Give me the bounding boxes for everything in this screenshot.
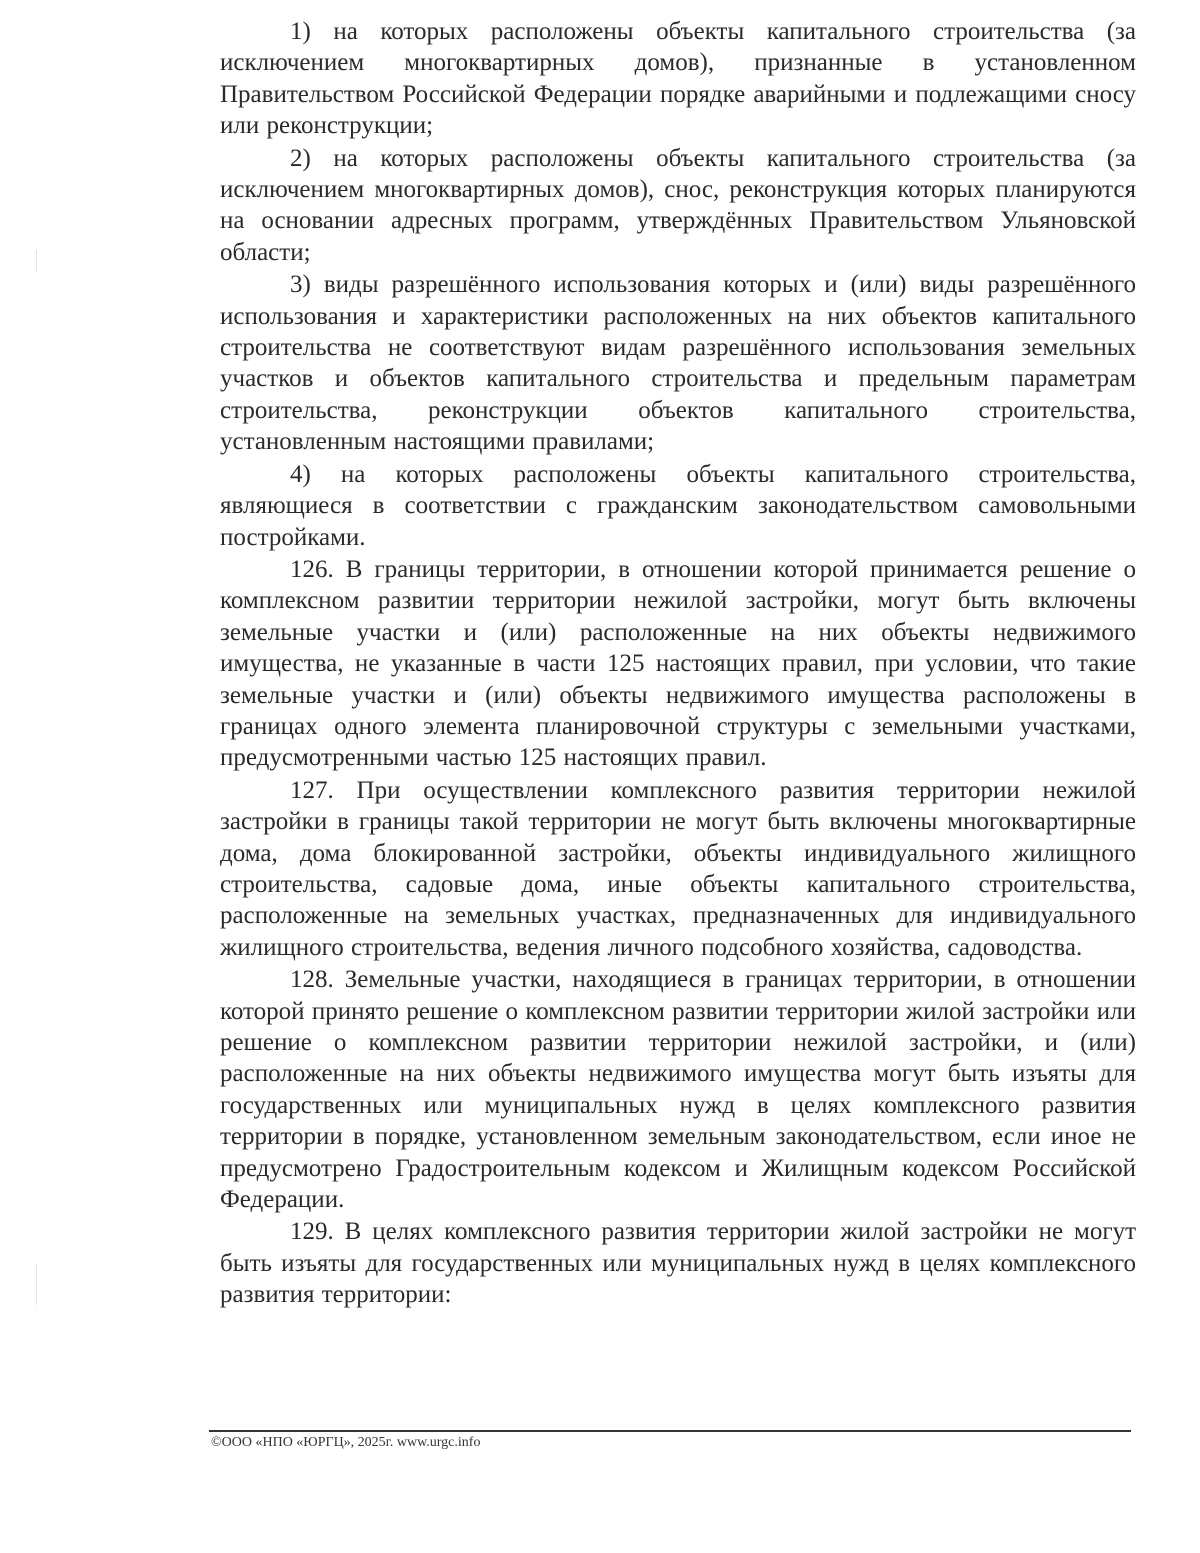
footer-copyright: ©ООО «НПО «ЮРГЦ», 2025г. www.urgc.info xyxy=(211,1435,481,1450)
list-item-3: 3) виды разрешённого использования которых и (или) виды разрешённого использования и характеристики расположенных на них объектов капитального строительства не соответствуют видам разрешённого использования земельных участков и объектов капитального строительства и предельным параметрам строительства, реконструкции объектов капитального строительства, установленным настоящими правилами; xyxy=(220,271,1136,456)
footer-divider xyxy=(209,1430,1131,1432)
list-item-4: 4) на которых расположены объекты капитального строительства, являющиеся в соответствии с гражданским законодательством самовольными постройками. xyxy=(220,460,1136,551)
scan-margin-mark xyxy=(36,250,37,272)
paragraph-126: 126. В границы территории, в отношении которой принимается решение о комплексном развитии территории нежилой застройки, могут быть включены земельные участки и (или) расположенные на них объекты недвижимого имущества, не указанные в части 125 настоящих правил, при условии, что такие земельные участки и (или) объекты недвижимого имущества расположены в границах одного элемента планировочной структуры с земельными участками, предусмотренными частью 125 настоящих правил. xyxy=(220,555,1136,772)
paragraph-129: 129. В целях комплексного развития территории жилой застройки не могут быть изъяты для государственных или муниципальных нужд в целях комплексного развития территории: xyxy=(220,1218,1136,1309)
document-body xyxy=(220,16,1136,1312)
list-item-2: 2) на которых расположены объекты капитального строительства (за исключением многоквартирных домов), снос, реконструкция которых планируются на основании адресных программ, утверждённых Правительством Ульяновской области; xyxy=(220,144,1136,266)
list-item-1: 1) на которых расположены объекты капитального строительства (за исключением многоквартирных домов), признанные в установленном Правительством Российской Федерации порядке аварийными и подлежащими сносу или реконструкции; xyxy=(220,18,1136,140)
scan-margin-mark xyxy=(36,1265,37,1305)
paragraph-127: 127. При осуществлении комплексного развития территории нежилой застройки в границы такой территории не могут быть включены многоквартирные дома, дома блокированной застройки, объекты индивидуального жилищного строительства, садовые дома, иные объекты капитального строительства, расположенные на земельных участках, предназначенных для индивидуального жилищного строительства, ведения личного подсобного хозяйства, садоводства. xyxy=(220,776,1136,961)
paragraph-128: 128. Земельные участки, находящиеся в границах территории, в отношении которой принято решение о комплексном развитии территории жилой застройки или решение о комплексном развитии территории нежилой застройки, и (или) расположенные на них объекты недвижимого имущества могут быть изъяты для государственных или муниципальных нужд в целях комплексного развития территории в порядке, установленном земельным законодательством, если иное не предусмотрено Градостроительным кодексом и Жилищным кодексом Российской Федерации. xyxy=(220,966,1136,1214)
